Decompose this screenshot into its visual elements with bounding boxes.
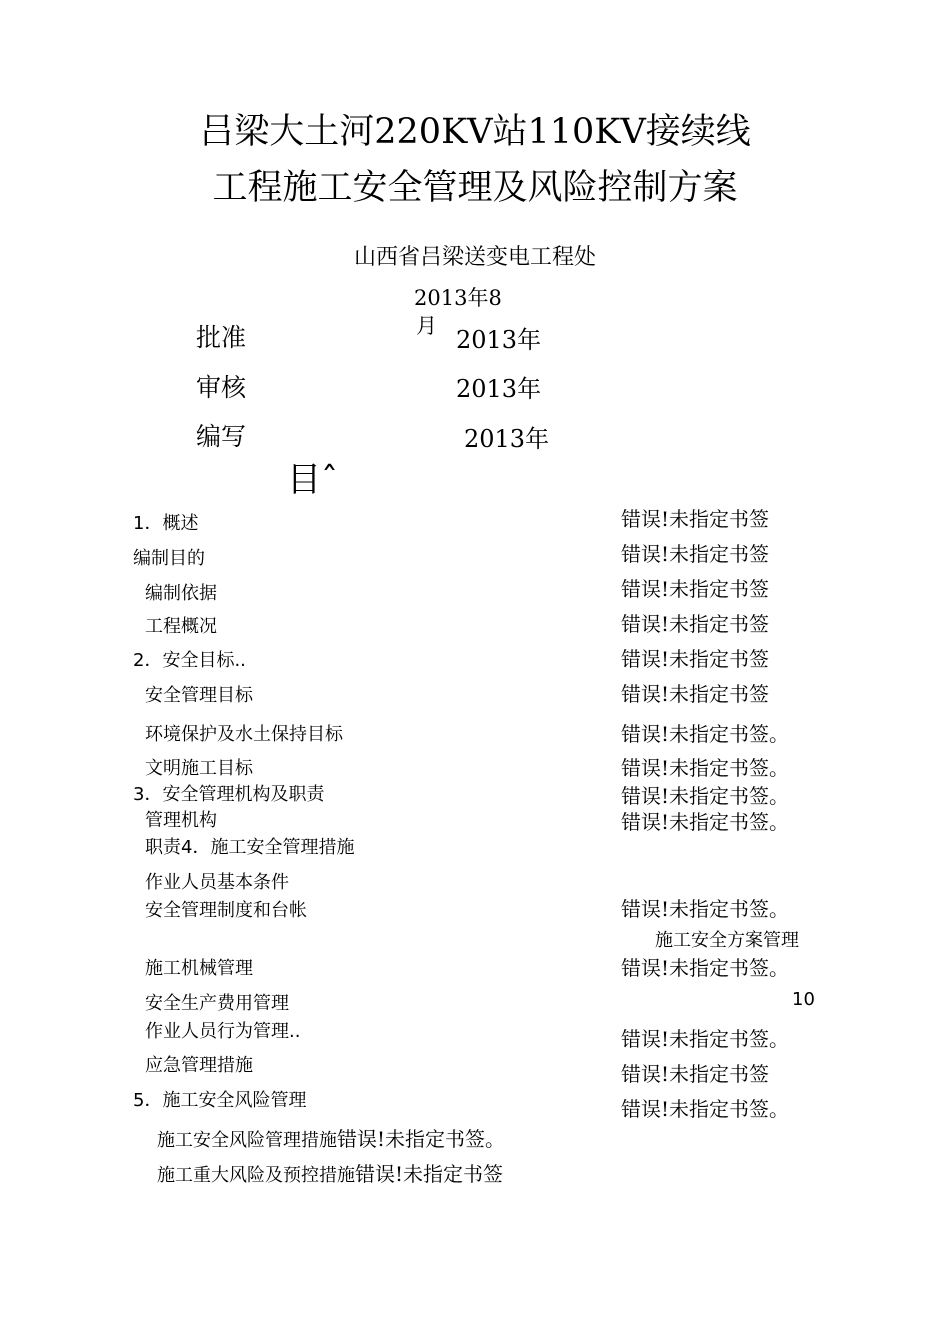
toc-page-ref: 错误!未指定书签	[621, 682, 770, 706]
toc-inline-entry	[157, 1158, 503, 1187]
toc-page-ref: 错误!未指定书签。	[621, 1097, 790, 1121]
toc-entry: 环境保护及水土保持目标	[145, 724, 343, 745]
issue-date-month: 月	[416, 314, 437, 338]
toc-entry: 安全生产费用管理	[145, 993, 289, 1014]
toc-page-ref: 错误!未指定书签。	[621, 956, 790, 980]
toc-entry: 应急管理措施	[145, 1055, 253, 1076]
toc-entry: 编制依据	[145, 583, 217, 604]
toc-entry: 职责4．施工安全管理措施	[145, 837, 355, 858]
toc-page-ref: 错误!未指定书签。	[621, 722, 790, 746]
toc-page-ref: 错误!未指定书签	[621, 577, 770, 601]
toc-page-ref: 错误!未指定书签。	[621, 1027, 790, 1051]
toc-heading: 目ˆ	[287, 460, 338, 500]
toc-page-ref: 错误!未指定书签。	[621, 756, 790, 780]
toc-page-ref: 错误!未指定书签。	[621, 784, 790, 808]
toc-entry: 3．安全管理机构及职责	[133, 784, 325, 805]
toc-page-ref: 错误!未指定书签	[355, 1162, 504, 1186]
toc-entry: 5．施工安全风险管理	[133, 1090, 307, 1111]
document-title-line-1: 吕梁大土河220KV站110KV接续线	[199, 112, 751, 152]
toc-page-ref: 错误!未指定书签。	[621, 810, 790, 834]
toc-page-ref: 错误!未指定书签	[621, 612, 770, 636]
toc-page-ref: 错误!未指定书签	[621, 542, 770, 566]
toc-page-number: 10	[792, 989, 815, 1010]
toc-entry: 安全管理目标	[145, 685, 253, 706]
toc-entry: 施工安全方案管理	[655, 930, 799, 951]
toc-page-ref: 错误!未指定书签	[621, 1062, 770, 1086]
toc-entry: 管理机构	[145, 810, 217, 831]
signoff-write-label: 编写	[196, 422, 247, 451]
toc-entry: 1．概述	[133, 513, 199, 534]
toc-entry: 文明施工目标	[145, 758, 253, 779]
toc-entry: 编制目的	[133, 548, 205, 569]
toc-page-ref: 错误!未指定书签。	[621, 897, 790, 921]
toc-entry: 工程概况	[145, 616, 217, 637]
toc-entry-label: 施工重大风险及预控措施	[157, 1165, 355, 1186]
signoff-approve-year: 2013年	[456, 326, 542, 354]
toc-entry: 2．安全目标..	[133, 650, 246, 671]
toc-page-ref: 错误!未指定书签	[621, 647, 770, 671]
document-title-line-2: 工程施工安全管理及风险控制方案	[212, 168, 738, 208]
toc-entry: 作业人员基本条件	[145, 872, 289, 893]
toc-entry: 施工机械管理	[145, 958, 253, 979]
toc-entry-label: 施工安全风险管理措施	[157, 1130, 337, 1151]
signoff-write-year: 2013年	[464, 425, 550, 453]
signoff-review-year: 2013年	[456, 375, 542, 403]
signoff-review-label: 审核	[196, 373, 247, 402]
toc-entry: 安全管理制度和台帐	[145, 900, 307, 921]
organization-name: 山西省吕梁送变电工程处	[353, 245, 596, 270]
toc-entry: 作业人员行为管理..	[145, 1021, 301, 1042]
signoff-approve-label: 批准	[196, 323, 247, 352]
toc-page-ref: 错误!未指定书签。	[337, 1127, 506, 1151]
toc-page-ref: 错误!未指定书签	[621, 507, 770, 531]
toc-inline-entry	[157, 1123, 505, 1152]
issue-date: 2013年8	[414, 286, 502, 310]
